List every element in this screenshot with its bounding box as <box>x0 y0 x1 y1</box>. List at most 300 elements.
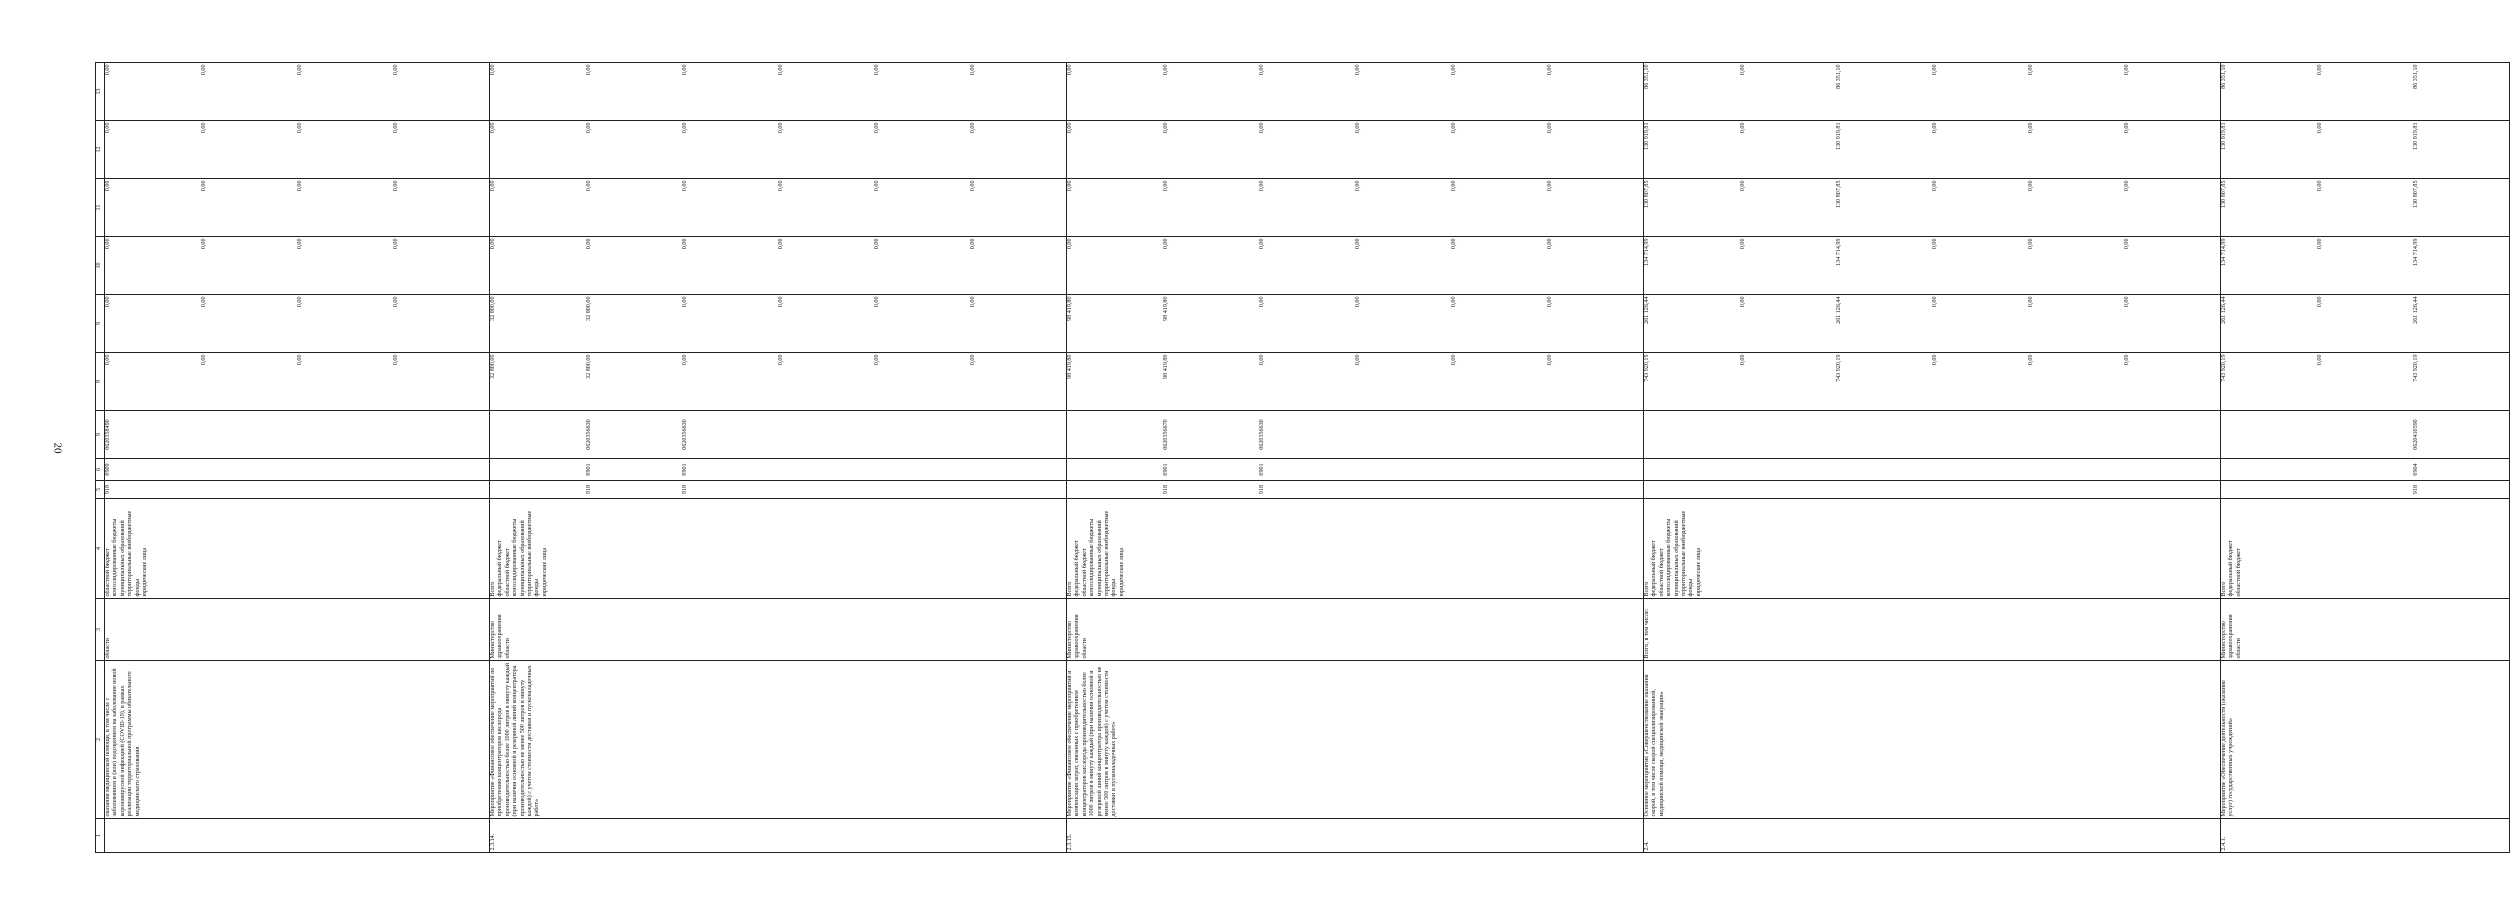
cell-line: 0901 <box>682 463 688 476</box>
cell-line: 0,00 <box>393 354 399 366</box>
cell-line <box>2221 413 2317 457</box>
cell-line: 0,00 <box>2028 296 2034 308</box>
cell-line: 86 351,10 <box>1644 64 1650 89</box>
cell-line <box>1836 413 1932 457</box>
cell-line: 0,00 <box>778 296 784 308</box>
cell-line: 0,00 <box>297 64 303 76</box>
table-row <box>105 63 490 853</box>
amount-cell <box>1644 121 2221 179</box>
cell-line <box>1740 483 1836 497</box>
cell-line: Всего <box>490 581 496 597</box>
cell-line <box>2317 461 2413 479</box>
cell-line: 134 714,99 <box>1644 238 1650 266</box>
cell-line: 0,00 <box>970 296 976 308</box>
cell-line: 0,00 <box>1355 64 1361 76</box>
amount-cell <box>105 63 490 121</box>
cell-line <box>1740 413 1836 457</box>
cell-line <box>778 461 874 479</box>
cell-line: областной бюджет <box>2235 548 2242 597</box>
cell-line <box>1932 483 2028 497</box>
header-cell: 4 <box>96 499 105 599</box>
cell-line: 134 714,99 <box>2221 238 2227 266</box>
cell-line <box>970 483 1066 497</box>
cell-line <box>778 413 874 457</box>
cell-line <box>297 483 393 497</box>
amount-cell <box>1067 121 1644 179</box>
amount-cell <box>490 353 1067 411</box>
cell-line: 0,00 <box>1163 64 1169 76</box>
cell-line: 0,00 <box>2124 296 2130 308</box>
amount-cell <box>105 179 490 237</box>
cell-line: 0,00 <box>778 180 784 192</box>
cell-line: 0,00 <box>682 354 688 366</box>
cell-line <box>2124 413 2220 457</box>
header-cell: 3 <box>96 599 105 661</box>
header-cell: 12 <box>96 121 105 179</box>
cell-line: 0,00 <box>105 180 111 192</box>
cell-line: 0,00 <box>297 238 303 250</box>
csr-cell <box>105 411 490 459</box>
cell-line: консолидированные бюджеты муниципальных образований <box>1089 518 1103 597</box>
cell-line: областной бюджет <box>1658 548 1665 597</box>
cell-line: 0,00 <box>1355 296 1361 308</box>
row-code: 2.3.15. <box>1067 819 1644 853</box>
cell-line: 32 800,00 <box>586 296 592 321</box>
table-row <box>490 63 1067 853</box>
cell-line: 0901 <box>1163 463 1169 476</box>
cell-line: территориальные внебюджетные фонды <box>127 510 141 597</box>
cell-line <box>490 483 586 497</box>
csr-cell <box>2221 411 2510 459</box>
cell-line: 0,00 <box>1932 354 1938 366</box>
cell-line <box>2028 461 2124 479</box>
cell-line: 0620356630 <box>682 419 688 450</box>
table-row <box>1644 63 2221 853</box>
cell-line: 0,00 <box>2317 180 2323 192</box>
cell-line: 0,00 <box>2124 354 2130 366</box>
cell-line: 0,00 <box>1932 296 1938 308</box>
row-executor: Всего, в том числе: <box>1644 599 2221 661</box>
cell-line <box>1644 413 1740 457</box>
cell-line <box>2317 483 2413 497</box>
cell-line: 0,00 <box>2028 122 2034 134</box>
cell-line <box>874 461 970 479</box>
cell-line: 0,00 <box>778 238 784 250</box>
amount-cell <box>1067 295 1644 353</box>
cell-line: 0901 <box>586 463 592 476</box>
cell-line: 261 126,44 <box>2221 296 2227 324</box>
cell-line: 0,00 <box>874 296 880 308</box>
cell-line: 261 126,44 <box>2413 296 2419 324</box>
cell-line: 0,00 <box>1740 238 1746 250</box>
cell-line: 0,00 <box>1067 122 1073 134</box>
amount-cell <box>1067 353 1644 411</box>
grbs-cell <box>105 481 490 499</box>
cell-line: 0,00 <box>297 354 303 366</box>
cell-line: федеральный бюджет <box>2228 540 2235 597</box>
amount-cell <box>2221 295 2510 353</box>
cell-line: 0,00 <box>1355 180 1361 192</box>
cell-line: 0,00 <box>105 64 111 76</box>
header-cell: 1 <box>96 819 105 853</box>
cell-line: 32 800,00 <box>490 296 496 321</box>
cell-line: 261 126,44 <box>1836 296 1842 324</box>
cell-line: 0,00 <box>970 122 976 134</box>
row-name: Мероприятие «Финансовое обеспечение мероприятий и компенсация затрат, связанных с приобретением концентраторов кислорода производительностью более 1000 литров в минуту каждый (при наличии основной и резервной линий концентратора производительностью не менее 500 литров в минуту каждой) с учетом стоимости доставки и пусконаладочных работ» <box>1067 661 1644 819</box>
cell-line: юридические лица <box>142 547 149 597</box>
cell-line: территориальные внебюджетные фонды <box>1104 510 1118 597</box>
cell-line <box>297 413 393 457</box>
cell-line: 918 <box>682 484 688 495</box>
cell-line: 0,00 <box>1932 180 1938 192</box>
cell-line: 134 714,99 <box>1836 238 1842 266</box>
grbs-cell <box>490 481 1067 499</box>
header-cell: 10 <box>96 237 105 295</box>
cell-line: 261 126,44 <box>1644 296 1650 324</box>
cell-line: 0,00 <box>2124 238 2130 250</box>
cell-line: 0,00 <box>1259 64 1265 76</box>
row-executor: Министерство здравоохранения области <box>490 599 1067 661</box>
cell-line: 918 <box>1259 484 1265 495</box>
cell-line <box>1451 483 1547 497</box>
cell-line: юридические лица <box>1118 547 1125 597</box>
cell-line: 0,00 <box>490 64 496 76</box>
cell-line: 0,00 <box>201 296 207 308</box>
amount-cell <box>1067 63 1644 121</box>
cell-line: 0,00 <box>1259 238 1265 250</box>
cell-line: 0,00 <box>1932 238 1938 250</box>
row-name: оказания медицинской помощи, в том числе с заболеванием и (или) подозрением на заболевание новой коронавирусной инфекцией (COVID-19), в рамках реализации территориальной программы обязательного медицинского страхования <box>105 661 490 819</box>
cell-line: 0,00 <box>105 354 111 366</box>
cell-line: областной бюджет <box>1081 548 1088 597</box>
cell-line: 0,00 <box>874 354 880 366</box>
cell-line: областной бюджет <box>105 548 111 597</box>
row-executor: Министерство здравоохранения области <box>2221 599 2510 661</box>
cell-line: 0,00 <box>874 64 880 76</box>
cell-line <box>490 413 586 457</box>
cell-line: 0,00 <box>1932 64 1938 76</box>
cell-line <box>1451 413 1547 457</box>
cell-line: 918 <box>586 484 592 495</box>
cell-line: 0,00 <box>1067 180 1073 192</box>
cell-line: 130 807,85 <box>1644 180 1650 208</box>
cell-line: 0,00 <box>874 122 880 134</box>
cell-line <box>1932 413 2028 457</box>
cell-line: 0620356630 <box>586 419 592 450</box>
cell-line: 0,00 <box>970 238 976 250</box>
cell-line: 0,00 <box>201 354 207 366</box>
cell-line <box>1067 461 1163 479</box>
amount-cell <box>2221 179 2510 237</box>
cell-line: 0,00 <box>2317 64 2323 76</box>
amount-cell <box>1644 295 2221 353</box>
cell-line: 918 <box>105 484 111 495</box>
cell-line <box>1355 483 1451 497</box>
table-body <box>96 63 2510 853</box>
cell-line: 0,00 <box>778 64 784 76</box>
cell-line: 98 419,80 <box>1163 354 1169 379</box>
cell-line <box>1644 461 1740 479</box>
cell-line: Всего <box>1067 581 1073 597</box>
cell-line: 0,00 <box>682 64 688 76</box>
cell-line: 0,00 <box>2124 64 2130 76</box>
cell-line: 0,00 <box>201 238 207 250</box>
csr-cell <box>1067 411 1644 459</box>
cell-line: 0,00 <box>778 122 784 134</box>
cell-line: 0,00 <box>297 180 303 192</box>
cell-line: 0,00 <box>1740 354 1746 366</box>
cell-line: 0,00 <box>490 238 496 250</box>
funding-source-cell <box>490 499 1067 599</box>
rzpr-cell <box>1644 459 2221 481</box>
amount-cell <box>490 63 1067 121</box>
cell-line <box>2028 483 2124 497</box>
header-cell: 11 <box>96 179 105 237</box>
cell-line: 0,00 <box>2317 238 2323 250</box>
cell-line: 0,00 <box>1067 64 1073 76</box>
funding-source-cell <box>1067 499 1644 599</box>
header-cell: 2 <box>96 661 105 819</box>
cell-line: 0,00 <box>1451 296 1457 308</box>
cell-line: 0,00 <box>874 180 880 192</box>
cell-line: 0,00 <box>2124 122 2130 134</box>
cell-line <box>1932 461 2028 479</box>
cell-line: 0,00 <box>586 64 592 76</box>
amount-cell <box>1644 353 2221 411</box>
cell-line <box>2124 483 2220 497</box>
cell-line: федеральный бюджет <box>1074 540 1081 597</box>
funding-source-cell <box>105 499 490 599</box>
cell-line <box>1547 461 1643 479</box>
amount-cell <box>490 295 1067 353</box>
cell-line: 0,00 <box>1547 354 1553 366</box>
cell-line: 0,00 <box>1547 238 1553 250</box>
cell-line: 0,00 <box>393 122 399 134</box>
cell-line: 98 419,80 <box>1067 354 1073 379</box>
grbs-cell <box>2221 481 2510 499</box>
header-row <box>96 63 105 853</box>
csr-cell <box>1644 411 2221 459</box>
cell-line: 0,00 <box>297 122 303 134</box>
cell-line <box>1355 413 1451 457</box>
cell-line: 0,00 <box>1163 180 1169 192</box>
cell-line <box>1836 461 1932 479</box>
row-code: 2.4. <box>1644 819 2221 853</box>
cell-line: 0,00 <box>1740 122 1746 134</box>
cell-line: 0,00 <box>1355 238 1361 250</box>
rotated-page-content <box>95 63 2419 853</box>
cell-line: 918 <box>1163 484 1169 495</box>
cell-line: 0,00 <box>393 238 399 250</box>
funding-source-cell <box>1644 499 2221 599</box>
cell-line <box>1547 413 1643 457</box>
cell-line <box>2124 461 2220 479</box>
rzpr-cell <box>105 459 490 481</box>
cell-line <box>874 413 970 457</box>
cell-line: 0,00 <box>1259 122 1265 134</box>
amount-cell <box>2221 63 2510 121</box>
cell-line: 0,00 <box>586 238 592 250</box>
row-executor: Министерство здравоохранения области <box>1067 599 1644 661</box>
amount-cell <box>490 237 1067 295</box>
row-code: 2.3.14. <box>490 819 1067 853</box>
cell-line <box>393 483 489 497</box>
cell-line: 743 920,19 <box>1644 354 1650 382</box>
cell-line: 0901 <box>1259 463 1265 476</box>
amount-cell <box>1644 63 2221 121</box>
cell-line: 0,00 <box>1547 296 1553 308</box>
cell-line <box>297 461 393 479</box>
cell-line: 0,00 <box>201 180 207 192</box>
amount-cell <box>490 179 1067 237</box>
cell-line: 32 800,00 <box>586 354 592 379</box>
cell-line <box>874 483 970 497</box>
cell-line: 0,00 <box>201 64 207 76</box>
cell-line: Всего <box>2221 581 2227 597</box>
amount-cell <box>105 353 490 411</box>
cell-line: 130 919,81 <box>1644 122 1650 150</box>
cell-line: 0,00 <box>393 180 399 192</box>
cell-line: Всего <box>1644 581 1650 597</box>
cell-line: 0,00 <box>682 122 688 134</box>
amount-cell <box>1067 179 1644 237</box>
cell-line: 130 807,85 <box>2221 180 2227 208</box>
cell-line: 0,00 <box>1740 64 1746 76</box>
header-cell: 13 <box>96 63 105 121</box>
row-executor: области <box>105 599 490 661</box>
cell-line: 32 800,00 <box>490 354 496 379</box>
cell-line: 0,00 <box>1163 122 1169 134</box>
cell-line <box>970 413 1066 457</box>
cell-line: территориальные внебюджетные фонды <box>1681 510 1695 597</box>
cell-line: 0,00 <box>393 296 399 308</box>
cell-line <box>1547 483 1643 497</box>
cell-line <box>393 461 489 479</box>
cell-line: 130 919,81 <box>1836 122 1842 150</box>
cell-line: 0,00 <box>1740 296 1746 308</box>
cell-line <box>2317 413 2413 457</box>
cell-line: 0,00 <box>490 122 496 134</box>
amount-cell <box>105 237 490 295</box>
page-number: 20 <box>51 442 64 454</box>
table-row <box>2221 63 2510 853</box>
cell-line: 0,00 <box>1451 238 1457 250</box>
cell-line: 0,00 <box>1547 122 1553 134</box>
row-name: Мероприятие «Финансовое обеспечение мероприятий по приобретению концентраторов кислорода производительностью более 1000 литров в минуту каждый (при наличии основной и резервной линий концентратора производительностью не менее 500 литров в минуту каждой) с учетом стоимости доставки и пусконаладочных работ» <box>490 661 1067 819</box>
cell-line: 0,00 <box>490 180 496 192</box>
cell-line: федеральный бюджет <box>1651 540 1658 597</box>
cell-line: 0,00 <box>970 180 976 192</box>
cell-line: 0,00 <box>105 122 111 134</box>
cell-line: 0,00 <box>2028 354 2034 366</box>
cell-line: 0,00 <box>393 64 399 76</box>
cell-line: 0620410590 <box>2413 419 2419 450</box>
cell-line: консолидированные бюджеты муниципальных образований <box>512 518 526 597</box>
header-cell: 9 <box>96 295 105 353</box>
cell-line: 0,00 <box>1259 180 1265 192</box>
amount-cell <box>2221 353 2510 411</box>
cell-line: 0,00 <box>201 122 207 134</box>
cell-line <box>201 413 297 457</box>
row-code: 2.4.1. <box>2221 819 2510 853</box>
cell-line: 130 919,81 <box>2221 122 2227 150</box>
cell-line: 0,00 <box>778 354 784 366</box>
grbs-cell <box>1644 481 2221 499</box>
cell-line: 130 919,81 <box>2413 122 2419 150</box>
cell-line: 743 920,19 <box>2221 354 2227 382</box>
rzpr-cell <box>2221 459 2510 481</box>
cell-line: 0,00 <box>1451 354 1457 366</box>
cell-line <box>1644 483 1740 497</box>
cell-line: 98 419,80 <box>1163 296 1169 321</box>
cell-line <box>1067 413 1163 457</box>
row-name: Основное мероприятие «Совершенствование оказания скорой, в том числе скорой специализированной, медицинской помощи, медицинской эвакуации» <box>1644 661 2221 819</box>
cell-line: 0620356670 <box>1163 419 1169 450</box>
budget-table <box>95 62 2510 853</box>
cell-line <box>1451 461 1547 479</box>
cell-line: 0,00 <box>1740 180 1746 192</box>
cell-line: юридические лица <box>1695 547 1702 597</box>
cell-line: 0,00 <box>1259 354 1265 366</box>
cell-line: юридические лица <box>541 547 548 597</box>
cell-line: 918 <box>2413 484 2419 495</box>
cell-line <box>778 483 874 497</box>
amount-cell <box>105 121 490 179</box>
amount-cell <box>2221 121 2510 179</box>
cell-line: 0,00 <box>297 296 303 308</box>
header-cell: 9 <box>96 411 105 459</box>
cell-line: 0,00 <box>1355 354 1361 366</box>
rzpr-cell <box>490 459 1067 481</box>
cell-line: 0,00 <box>1067 238 1073 250</box>
cell-line <box>2221 483 2317 497</box>
cell-line: 0,00 <box>105 296 111 308</box>
cell-line: федеральный бюджет <box>497 540 504 597</box>
cell-line: 743 920,19 <box>2413 354 2419 382</box>
cell-line: 134 714,99 <box>2413 238 2419 266</box>
cell-line: 0909 <box>105 463 111 476</box>
cell-line <box>393 413 489 457</box>
cell-line: 0,00 <box>2317 296 2323 308</box>
cell-line <box>1836 483 1932 497</box>
cell-line: 98 419,80 <box>1067 296 1073 321</box>
cell-line: 0,00 <box>1259 296 1265 308</box>
cell-line: консолидированные бюджеты муниципальных образований <box>1666 518 1680 597</box>
table-row <box>1067 63 1644 853</box>
cell-line: 0,00 <box>682 180 688 192</box>
cell-line: 0,00 <box>970 64 976 76</box>
amount-cell <box>1644 179 2221 237</box>
cell-line: 0,00 <box>874 238 880 250</box>
cell-line: консолидированные бюджеты муниципальных образований <box>112 518 126 597</box>
cell-line: 0,00 <box>1451 122 1457 134</box>
amount-cell <box>2221 237 2510 295</box>
amount-cell <box>105 295 490 353</box>
cell-line: 0904 <box>2413 463 2419 476</box>
header-cell: 6 <box>96 459 105 481</box>
cell-line: 86 351,10 <box>1836 64 1842 89</box>
header-cell: 5 <box>96 481 105 499</box>
row-name: Мероприятие «Обеспечение деятельности (оказание услуг) государственных учреждений» <box>2221 661 2510 819</box>
cell-line: 0620358490 <box>105 419 111 450</box>
cell-line: 0,00 <box>1163 238 1169 250</box>
cell-line <box>970 461 1066 479</box>
cell-line: 0,00 <box>1451 180 1457 192</box>
cell-line: 0,00 <box>1547 180 1553 192</box>
cell-line: 86 351,10 <box>2221 64 2227 89</box>
cell-line: 0,00 <box>2124 180 2130 192</box>
cell-line <box>490 461 586 479</box>
